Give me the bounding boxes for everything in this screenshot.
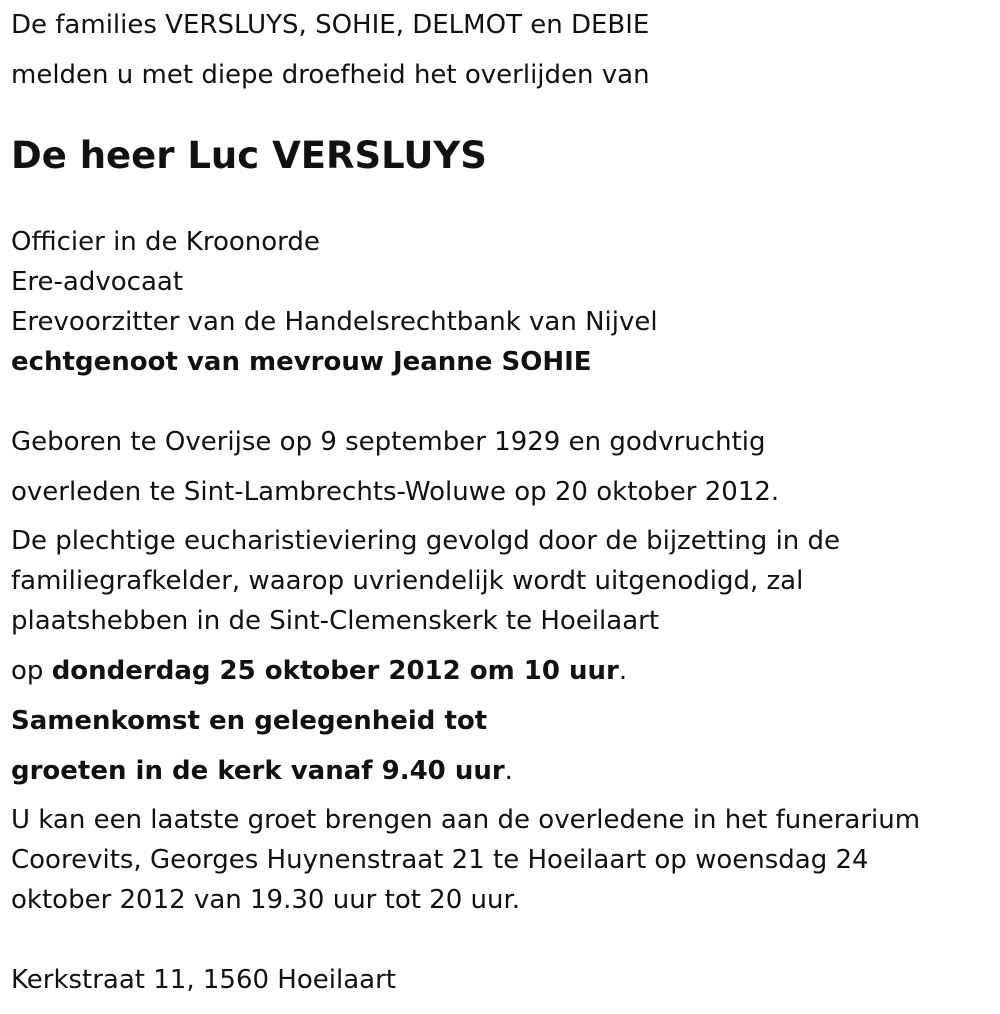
deceased-name: De heer Luc VERSLUYS [11,134,487,177]
intro-families: De families VERSLUYS, SOHIE, DELMOT en DEBIE [11,10,650,40]
ceremony-date-suffix: . [618,656,628,686]
visitation-line-2: Coorevits, Georges Huynenstraat 21 te Hoeilaart op woensdag 24 [11,845,869,875]
gathering-line-2 [11,751,513,791]
visitation-line-1: U kan een laatste groet brengen aan de overledene in het funerarium [11,805,921,835]
title-erevoorzitter: Erevoorzitter van de Handelsrechtbank van Nijvel [11,307,658,337]
ceremony-date-prefix: op [11,656,52,686]
gathering-line-1: Samenkomst en gelegenheid tot [11,706,488,736]
ceremony-line-3: plaatshebben in de Sint-Clemenskerk te Hoeilaart [11,606,660,636]
intro-announcement: melden u met diepe droefheid het overlijden van [11,60,650,90]
address-line: Kerkstraat 11, 1560 Hoeilaart [11,965,396,995]
title-ere-advocaat: Ere-advocaat [11,267,184,297]
ceremony-date: donderdag 25 oktober 2012 om 10 uur [51,656,619,686]
spouse-line: echtgenoot van mevrouw Jeanne SOHIE [11,347,592,377]
ceremony-line-2: familiegrafkelder, waarop uvriendelijk wordt uitgenodigd, zal [11,566,804,596]
birth-line: Geboren te Overijse op 9 september 1929 en godvruchtig [11,427,766,457]
death-line: overleden te Sint-Lambrechts-Woluwe op 20 oktober 2012. [11,477,780,507]
gathering-time: groeten in de kerk vanaf 9.40 uur [11,756,505,786]
ceremony-line-1: De plechtige eucharistieviering gevolgd door de bijzetting in de [11,526,841,556]
title-kroonorde: Officier in de Kroonorde [11,227,320,257]
gathering-suffix: . [504,756,513,786]
visitation-line-3: oktober 2012 van 19.30 uur tot 20 uur. [11,885,521,915]
ceremony-date-line [11,651,627,691]
